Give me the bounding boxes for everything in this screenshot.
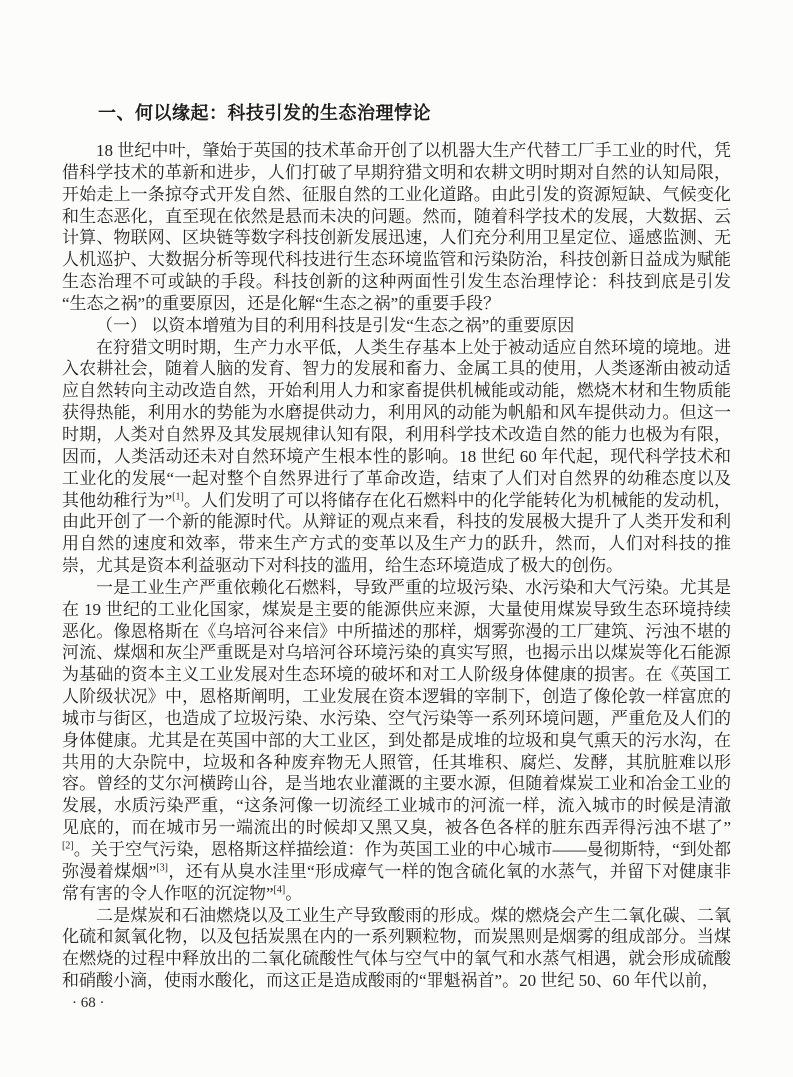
subsection-heading: （一） 以资本增殖为目的利用科技是引发“生态之祸”的重要原因 xyxy=(96,315,575,335)
page-number: · 68 · xyxy=(72,995,105,1011)
paragraph: 一是工业生产严重依赖化石燃料，导致严重的垃圾污染、水污染和大气污染。尤其是在 19 世纪的工业化国家，煤炭是主要的能源供应来源，大量使用煤炭导致生态环境持续恶化。像恩格斯在《乌培河谷来信》中所描述的那样，烟雾弥漫的工厂建筑、污浊不堪的河流、煤烟和灰尘严重既是对乌培河谷环境污染的真实写照，也揭示出以煤炭等化石能源为基础的资本主义工业发展对生态环境的破坏和对工人阶级身体健康的损害。在《英国工人阶级状况》中，恩格斯阐明，工业发展在资本逻辑的宰制下，创造了像伦敦一样富庶的城市与街区，也造成了垃圾污染、水污染、空气污染等一系列环境问题，严重危及人们的身体健康。尤其是在英国中部的大工业区，到处都是成堆的垃圾和臭气熏天的污水沟，在共用的大杂院中，垃圾和各种废弃物无人照管，任其堆积、腐烂、发酵，其肮脏难以形容。曾经的艾尔河横跨山谷，是当地农业灌溉的主要水源，但随着煤炭工业和冶金工业的发展，水质污染严重，“这条河像一切流经工业城市的河流一样，流入城市的时候是清澈见底的，而在城市另一端流出的时候却又黑又臭，被各色各样的脏东西弄得污浊不堪了”[2]。关于空气污染，恩格斯这样描绘道：作为英国工业的中心城市——曼彻斯特，“到处都弥漫着煤烟”[3]，还有从臭水洼里“形成瘴气一样的饱含硫化氧的水蒸气，并留下对健康非常有害的令人作呕的沉淀物”[4]。 xyxy=(62,577,732,903)
paragraphs xyxy=(62,140,731,992)
citation-ref: [2] xyxy=(62,840,74,852)
paragraph: 18 世纪中叶，肇始于英国的技术革命开创了以机器大生产代替工厂手工业的时代，凭借科学技术的革新和进步，人们打破了早期狩猎文明和农耕文明时期对自然的认知局限，开始走上一条掠夺式开发自然、征服自然的工业化道路。由此引发的资源短缺、气候变化和生态恶化，直至现在依然是悬而未决的问题。然而，随着科学技术的发展，大数据、云计算、物联网、区块链等数字科技创新发展迅速，人们充分利用卫星定位、遥感监测、无人机巡护、大数据分析等现代科技进行生态环境监管和污染防治，科技创新日益成为赋能生态治理不可或缺的手段。科技创新的这种两面性引发生态治理悖论：科技到底是引发“生态之祸”的重要原因，还是化解“生态之祸”的重要手段？ xyxy=(62,141,731,313)
page-content xyxy=(62,103,731,992)
citation-ref: [3] xyxy=(156,862,168,874)
paragraph: 在狩猎文明时期，生产力水平低，人类生存基本上处于被动适应自然环境的境地。进入农耕社会，随着人脑的发育、智力的发展和畜力、金属工具的使用，人类逐渐由被动适应自然转向主动改造自然，开始利用人力和家畜提供机械能或动能，燃烧木材和生物质能获得热能，利用水的势能为水磨提供动力，利用风的动能为帆船和风车提供动力。但这一时期，人类对自然界及其发展规律认知有限，利用科学技术改造自然的能力也极为有限，因而，人类活动还未对自然环境产生根本性的影响。18 世纪 60 年代起，现代科学技术和工业化的发展“一起对整个自然界进行了革命改造，结束了人们对自然界的幼稚态度以及其他幼稚行为”[1]。人们发明了可以将储存在化石燃料中的化学能转化为机械能的发动机，由此开创了一个新的能源时代。从辩证的观点来看，科技的发展极大提升了人类开发和利用自然的速度和效率，带来生产方式的变革以及生产力的跃升，然而，人们对科技的推崇，尤其是资本利益驱动下对科技的滥用，给生态环境造成了极大的创伤。 xyxy=(62,337,732,576)
citation-ref: [4] xyxy=(273,884,286,896)
citation-ref: [1] xyxy=(172,490,184,502)
paragraph: 二是煤炭和石油燃烧以及工业生产导致酸雨的形成。煤的燃烧会产生二氧化碳、二氧化硫和氮氧化物，以及包括炭黑在内的一系列颗粒物，而炭黑则是烟雾的组成部分。当煤在燃烧的过程中释放出的二氧化硫酸性气体与空气中的氧气和水蒸气相遇，就会形成硫酸和硝酸小滴，使雨水酸化，而这正是造成酸雨的“罪魁祸首”。20 世纪 50、60 年代以前， xyxy=(62,905,731,991)
section-heading: 一、何以缘起：科技引发的生态治理悖论 xyxy=(98,103,431,123)
